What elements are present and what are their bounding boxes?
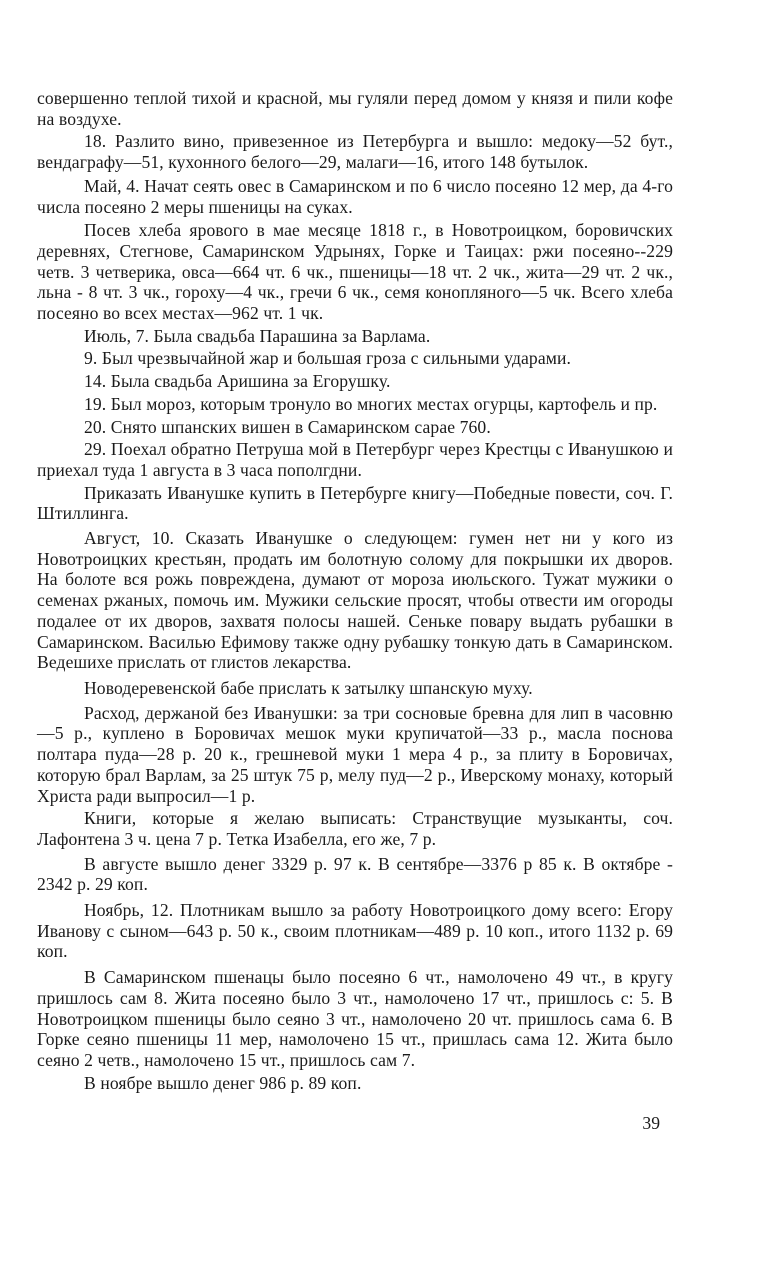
paragraph-continuation: совершенно теплой тихой и красной, мы гуляли перед домом у князя и пили кофе на воздухе.	[37, 88, 673, 129]
paragraph-may-entry: Май, 4. Начат сеять овес в Самаринском и по 6 число посеяно 12 мер, да 4-го числа посеяно 2 меры пшеницы на суках.	[37, 175, 673, 217]
paragraph-harvest: В Самаринском пшенацы было посеяно 6 чт., намолочено 49 чт., в кругу пришлось сам 8. Жита посеяно было 3 чт., намолочено 17 чт., пришлось с: 5. В Новотроицком пшеницы было сеяно 3 чт., намолочено 20 чт. пришлось сама 6. В Горке сеяно пшеницы 11 мер, намолочено 15 чт., пришлась сама 12. Жита было сеяно 2 четв., намолочено 15 чт., пришлось сам 7.	[37, 967, 673, 1070]
paragraph-book-order: Приказать Иванушке купить в Петербурге книгу—Победные повести, соч. Г. Штиллинга.	[37, 482, 673, 524]
paragraph-novoderevenskaya: Новодеревенской бабе прислать к затылку шпанскую муху.	[84, 677, 533, 698]
paragraph-entry-20: 20. Снято шпанских вишен в Самаринском сарае 760.	[84, 416, 491, 437]
paragraph-wine-entry: 18. Разлито вино, привезенное из Петербурга и вышло: медоку—52 бут., вендаграфу—51, кухонного белого—29, малаги—16, итого 148 бутылок.	[37, 131, 673, 173]
paragraph-entry-19: 19. Был мороз, которым тронуло во многих местах огурцы, картофель и пр.	[84, 393, 658, 414]
paragraph-november-money: В ноябре вышло денег 986 р. 89 коп.	[84, 1072, 362, 1093]
paragraph-expenses: Расход, держаной без Иванушки: за три сосновые бревна для лип в часовню—5 р., куплено в Боровичах мешок муки крупичатой—33 р., масла поснова полтара пуда—28 р. 20 к., грешневой муки 1 мера 4 р., за плиту в Боровичах, которую брал Варлам, за 25 штук 75 р, мелу пуд—2 р., Иверскому монаху, который Христа ради выпросил—1 р.	[37, 702, 673, 806]
paragraph-november-entry: Ноябрь, 12. Плотникам вышло за работу Новотроицкого дому всего: Егору Иванову с сыном—643 р. 50 к., своим плотникам—489 р. 10 коп., итого 1132 р. 69 коп.	[37, 900, 673, 962]
paragraph-august-entry: Август, 10. Сказать Иванушке о следующем: гумен нет ни у кого из Новотроицких крестьян, продать им болотную солому для покрышки их дворов. На болоте вся рожь повреждена, думают от мороза июльского. Тужат мужики о семенах ржаных, помочь им. Мужики сельские просят, чтобы отвести им огороды подалее от их дворов, захватя полосы нашей. Сеньке повару выдать рубашки в Самаринском. Василью Ефимову также одну рубашку тонкую дать в Самаринском. Ведешихе прислать от глистов лекарства.	[37, 528, 673, 673]
paragraph-sowing-entry: Посев хлеба ярового в мае месяце 1818 г., в Новотроицком, боровичских деревнях, Стегнове, Самаринском Удрынях, Горке и Таицах: ржи посеяно--229 четв. 3 четверика, овса—664 чт. 6 чк., пшеницы—18 чт. 2 чк., жита—29 чт. 2 чк., льна - 8 чт. 3 чк., гороху—4 чк., гречи 6 чк., семя конопляного—5 чк. Всего хлеба посеяно во всех местах—962 чт. 1 чк.	[37, 220, 673, 324]
paragraph-entry-29: 29. Поехал обратно Петруша мой в Петербург через Крестцы с Иванушкою и приехал туда 1 августа в 3 часа пополгдни.	[37, 439, 673, 480]
paragraph-books-wishlist: Книги, которые я желаю выписать: Странствущие музыканты, соч. Лафонтена 3 ч. цена 7 р. Тетка Изабелла, его же, 7 р.	[37, 808, 673, 849]
page-body	[37, 88, 673, 1093]
paragraph-money-spent: В августе вышло денег 3329 р. 97 к. В сентябре—3376 р 85 к. В октябре - 2342 р. 29 коп.	[37, 853, 673, 895]
page-number: 39	[642, 1113, 660, 1133]
paragraph-entry-9: 9. Был чрезвычайной жар и большая гроза с сильными ударами.	[84, 348, 571, 369]
paragraph-july-entry: Июль, 7. Была свадьба Парашина за Варлама.	[84, 325, 431, 346]
paragraph-entry-14: 14. Была свадьба Аришина за Егорушку.	[84, 371, 391, 392]
